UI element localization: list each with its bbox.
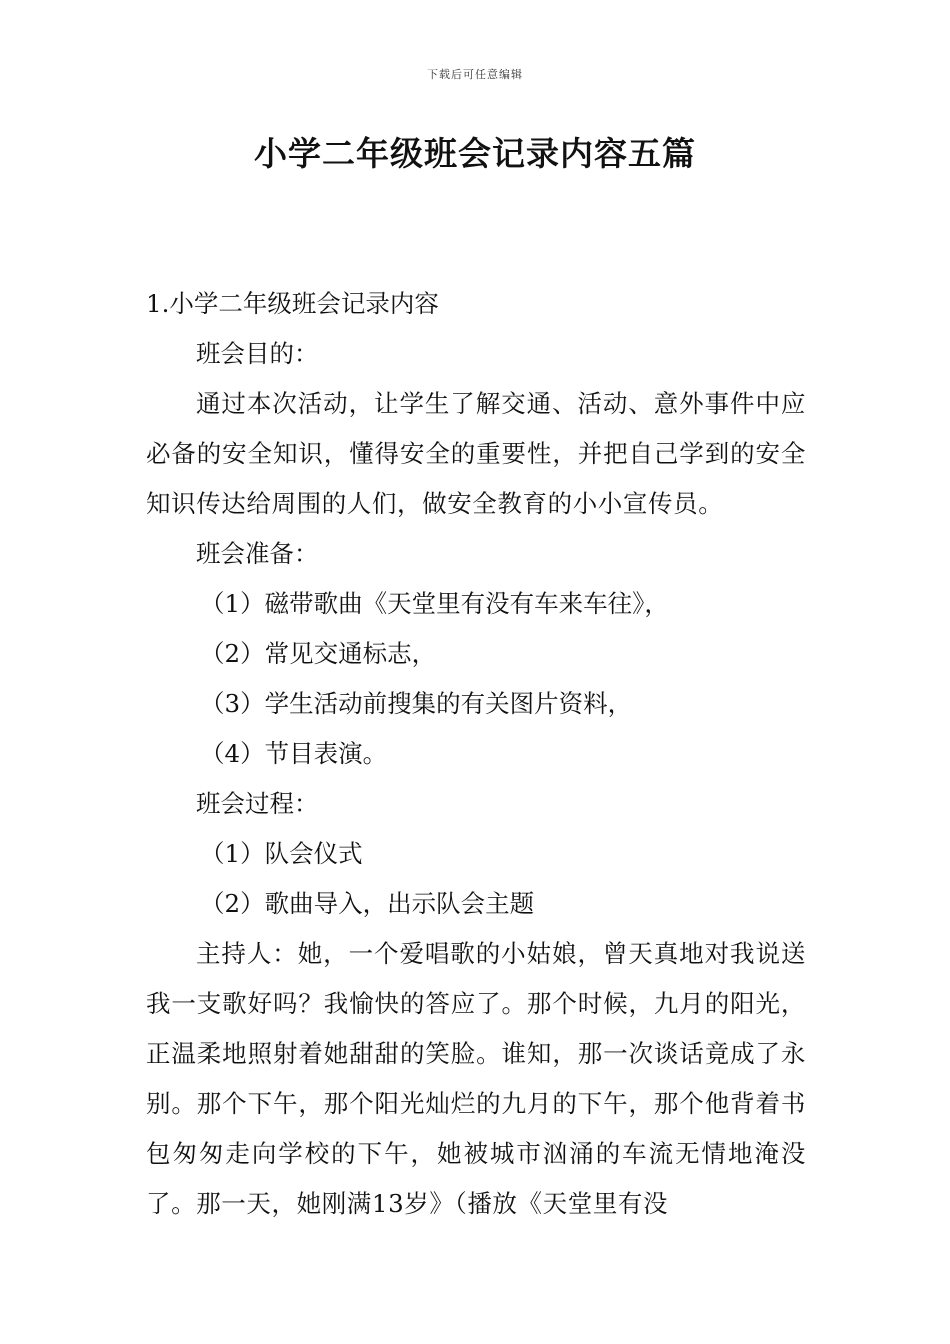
preparation-item: （2）常见交通标志， (200, 639, 437, 668)
preparation-item: （1）磁带歌曲《天堂里有没有车来车往》， (200, 589, 669, 618)
header-note: 下载后可任意编辑 (427, 68, 523, 81)
section-heading: 1.小学二年级班会记录内容 (146, 289, 439, 318)
purpose-paragraph: 通过本次活动，让学生了解交通、活动、意外事件中应必备的安全知识，懂得安全的重要性，并把自己学到的安全知识传达给周围的人们，做安全教育的小小宣传员。 (146, 389, 806, 518)
document-body (146, 279, 806, 1229)
preparation-label: 班会准备： (196, 539, 319, 568)
document-title: 小学二年级班会记录内容五篇 (254, 134, 696, 173)
preparation-item: （3）学生活动前搜集的有关图片资料， (200, 689, 633, 718)
process-item: （2）歌曲导入，出示队会主题 (200, 889, 535, 918)
preparation-item: （4）节目表演。 (200, 739, 388, 768)
purpose-label: 班会目的： (196, 339, 319, 368)
process-item: （1）队会仪式 (200, 839, 363, 868)
process-label: 班会过程： (196, 789, 319, 818)
host-paragraph: 主持人：她，一个爱唱歌的小姑娘，曾天真地对我说送我一支歌好吗？我愉快的答应了。那个时候，九月的阳光，正温柔地照射着她甜甜的笑脸。谁知，那一次谈话竟成了永别。那个下午，那个阳光灿烂的九月的下午，那个他背着书包匆匆走向学校的下午，她被城市汹涌的车流无情地淹没了。那一天，她刚满13岁》（播放《天堂里有没 (146, 939, 806, 1218)
